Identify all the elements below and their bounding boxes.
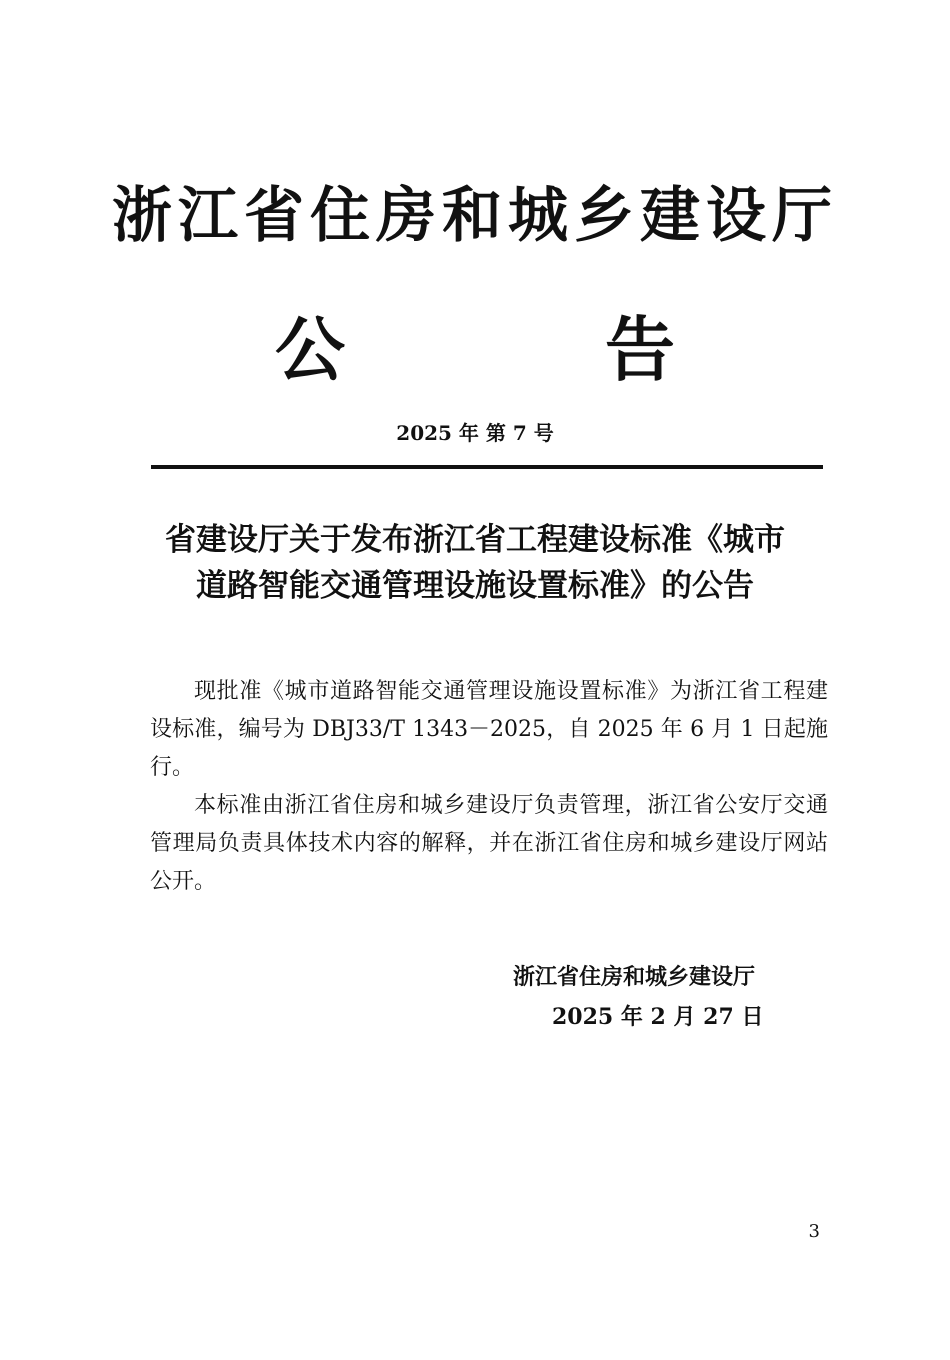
page-number: 3 — [808, 1221, 820, 1242]
body-text — [150, 673, 828, 901]
body-paragraph-2: 本标准由浙江省住房和城乡建设厅负责管理，浙江省公安厅交通管理局负责具体技术内容的解释，并在浙江省住房和城乡建设厅网站公开。 — [150, 793, 828, 894]
header-divider — [151, 465, 823, 469]
body-paragraph-1: 现批准《城市道路智能交通管理设施设置标准》为浙江省工程建设标准，编号为 DBJ33/T 1343－2025，自 2025 年 6 月 1 日起施行。 — [150, 679, 828, 780]
issue-number: 2025 年 第 7 号 — [396, 421, 554, 445]
signature-organization: 浙江省住房和城乡建设厅 — [513, 964, 756, 990]
notice-heading: 公 告 — [275, 308, 770, 391]
document-title-line-2: 道路智能交通管理设施设置标准》的公告 — [196, 568, 754, 604]
agency-title: 浙江省住房和城乡建设厅 — [112, 181, 838, 251]
signature-block — [470, 957, 825, 1037]
signature-date: 2025 年 2 月 27 日 — [552, 1004, 764, 1030]
document-title — [130, 517, 820, 609]
document-title-line-1: 省建设厅关于发布浙江省工程建设标准《城市 — [165, 522, 785, 558]
